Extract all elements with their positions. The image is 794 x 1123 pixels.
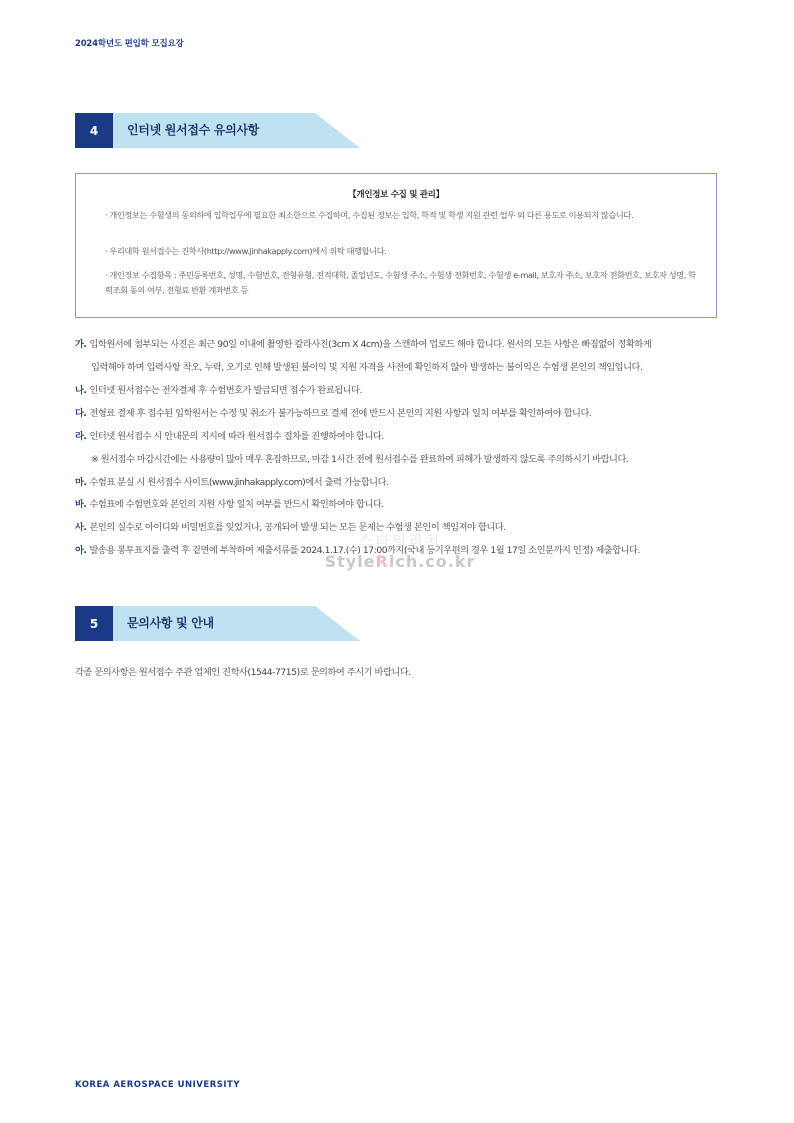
section-4-header bbox=[75, 113, 365, 148]
list-text: 본인의 실수로 아이디와 비밀번호를 잊었거나, 공개되어 발생 되는 모든 문제는 수험생 본인이 책임져야 합니다. bbox=[89, 522, 506, 533]
list-marker: 바. bbox=[75, 499, 87, 510]
list-text: 인터넷 원서접수는 전자결제 후 수험번호가 발급되면 접수가 완료됩니다. bbox=[89, 385, 362, 396]
list-marker: 다. bbox=[75, 408, 87, 419]
list-marker: 사. bbox=[75, 522, 87, 533]
list-text-continued: 입력해야 하며 입력사항 착오, 누락, 오기로 인해 발생된 불이익 및 지원 자격을 사전에 확인하지 않아 발생하는 불이익은 수험생 본인의 책임입니다. bbox=[91, 362, 643, 373]
list-text: 수험표에 수험번호와 본인의 지원 사항 일치 여부를 반드시 확인하여야 합니다. bbox=[89, 499, 384, 510]
inquiry-text: 각종 문의사항은 원서접수 주관 업체인 진학사(1544-7715)로 문의하여 주시기 바랍니다. bbox=[75, 667, 411, 678]
list-item-ra bbox=[75, 430, 725, 443]
list-text: 발송용 봉투표지를 출력 후 겉면에 부착하여 제출서류를 2024.1.17.(수) 17:00까지(국내 등기우편의 경우 1월 17일 소인분까지 인정) 제출합니다. bbox=[89, 545, 640, 556]
list-item-da bbox=[75, 407, 725, 420]
list-marker: 아. bbox=[75, 545, 87, 556]
notice-item: · 개인정보 수집항목 : 주민등록번호, 성명, 수험번호, 전형유형, 전적대학, 졸업년도, 수험생 주소, 수험생 전화번호, 수험생 e-mail, 보호자 주소, 보호자 전화번호, 보호자 성명, 학력조회 동의 여부, 전형료 반환 계좌번호 등 bbox=[105, 270, 696, 295]
privacy-notice-box bbox=[75, 173, 717, 318]
list-marker: 가. bbox=[75, 339, 87, 350]
notice-item: · 우리대학 원서접수는 진학사(http://www.jinhakapply.com)에서 위탁 대행합니다. bbox=[105, 246, 387, 256]
section-title: 문의사항 및 안내 bbox=[127, 616, 214, 630]
notice-title: 【개인정보 수집 및 관리】 bbox=[348, 190, 444, 200]
watermark bbox=[300, 530, 500, 571]
watermark-text: StyleRich.co.kr bbox=[324, 552, 476, 571]
list-marker: 나. bbox=[75, 385, 87, 396]
list-text: 인터넷 원서접수 시 안내문의 지시에 따라 원서접수 절차를 진행하여야 합니다. bbox=[89, 431, 384, 442]
section-header-band bbox=[75, 606, 360, 641]
section-title: 인터넷 원서접수 유의사항 bbox=[127, 123, 259, 137]
document-header: 2024학년도 편입학 모집요강 bbox=[75, 39, 184, 49]
notice-item: · 개인정보는 수험생의 동의하에 입학업무에 필요한 최소한으로 수집하며, 수집된 정보는 입학, 학적 및 학생 지원 관련 업무 외 다른 용도로 이용되지 않습니다. bbox=[105, 210, 634, 220]
section-number: 4 bbox=[75, 113, 113, 148]
list-item-ma bbox=[75, 476, 725, 489]
list-note: ※ 원서접수 마감시간에는 사용량이 많아 매우 혼잡하므로, 마감 1시간 전에 원서접수를 완료하여 피해가 발생하지 않도록 주의하시기 바랍니다. bbox=[91, 454, 629, 465]
section-number: 5 bbox=[75, 606, 113, 641]
list-text: 전형료 결제 후 접수된 입학원서는 수정 및 취소가 불가능하므로 결제 전에 반드시 본인의 지원 사항과 일치 여부를 확인하여야 합니다. bbox=[89, 408, 592, 419]
list-text: 수험표 분실 시 원서접수 사이트(www.jinhakapply.com)에서 출력 가능합니다. bbox=[89, 477, 389, 488]
list-marker: 마. bbox=[75, 477, 87, 488]
list-item-ga bbox=[75, 338, 725, 351]
list-item-na bbox=[75, 384, 725, 397]
list-marker: 라. bbox=[75, 431, 87, 442]
watermark-subtext: 스타일리치 bbox=[358, 532, 442, 550]
footer-university-name: KOREA AEROSPACE UNIVERSITY bbox=[75, 1080, 240, 1090]
list-item-ba bbox=[75, 498, 725, 511]
section-5-header bbox=[75, 606, 365, 641]
list-text: 입학원서에 첨부되는 사진은 최근 90일 이내에 촬영한 칼라사진(3cm X 4cm)을 스캔하여 업로드 해야 합니다. 원서의 모든 사항은 빠짐없이 정확하게 bbox=[89, 339, 652, 350]
